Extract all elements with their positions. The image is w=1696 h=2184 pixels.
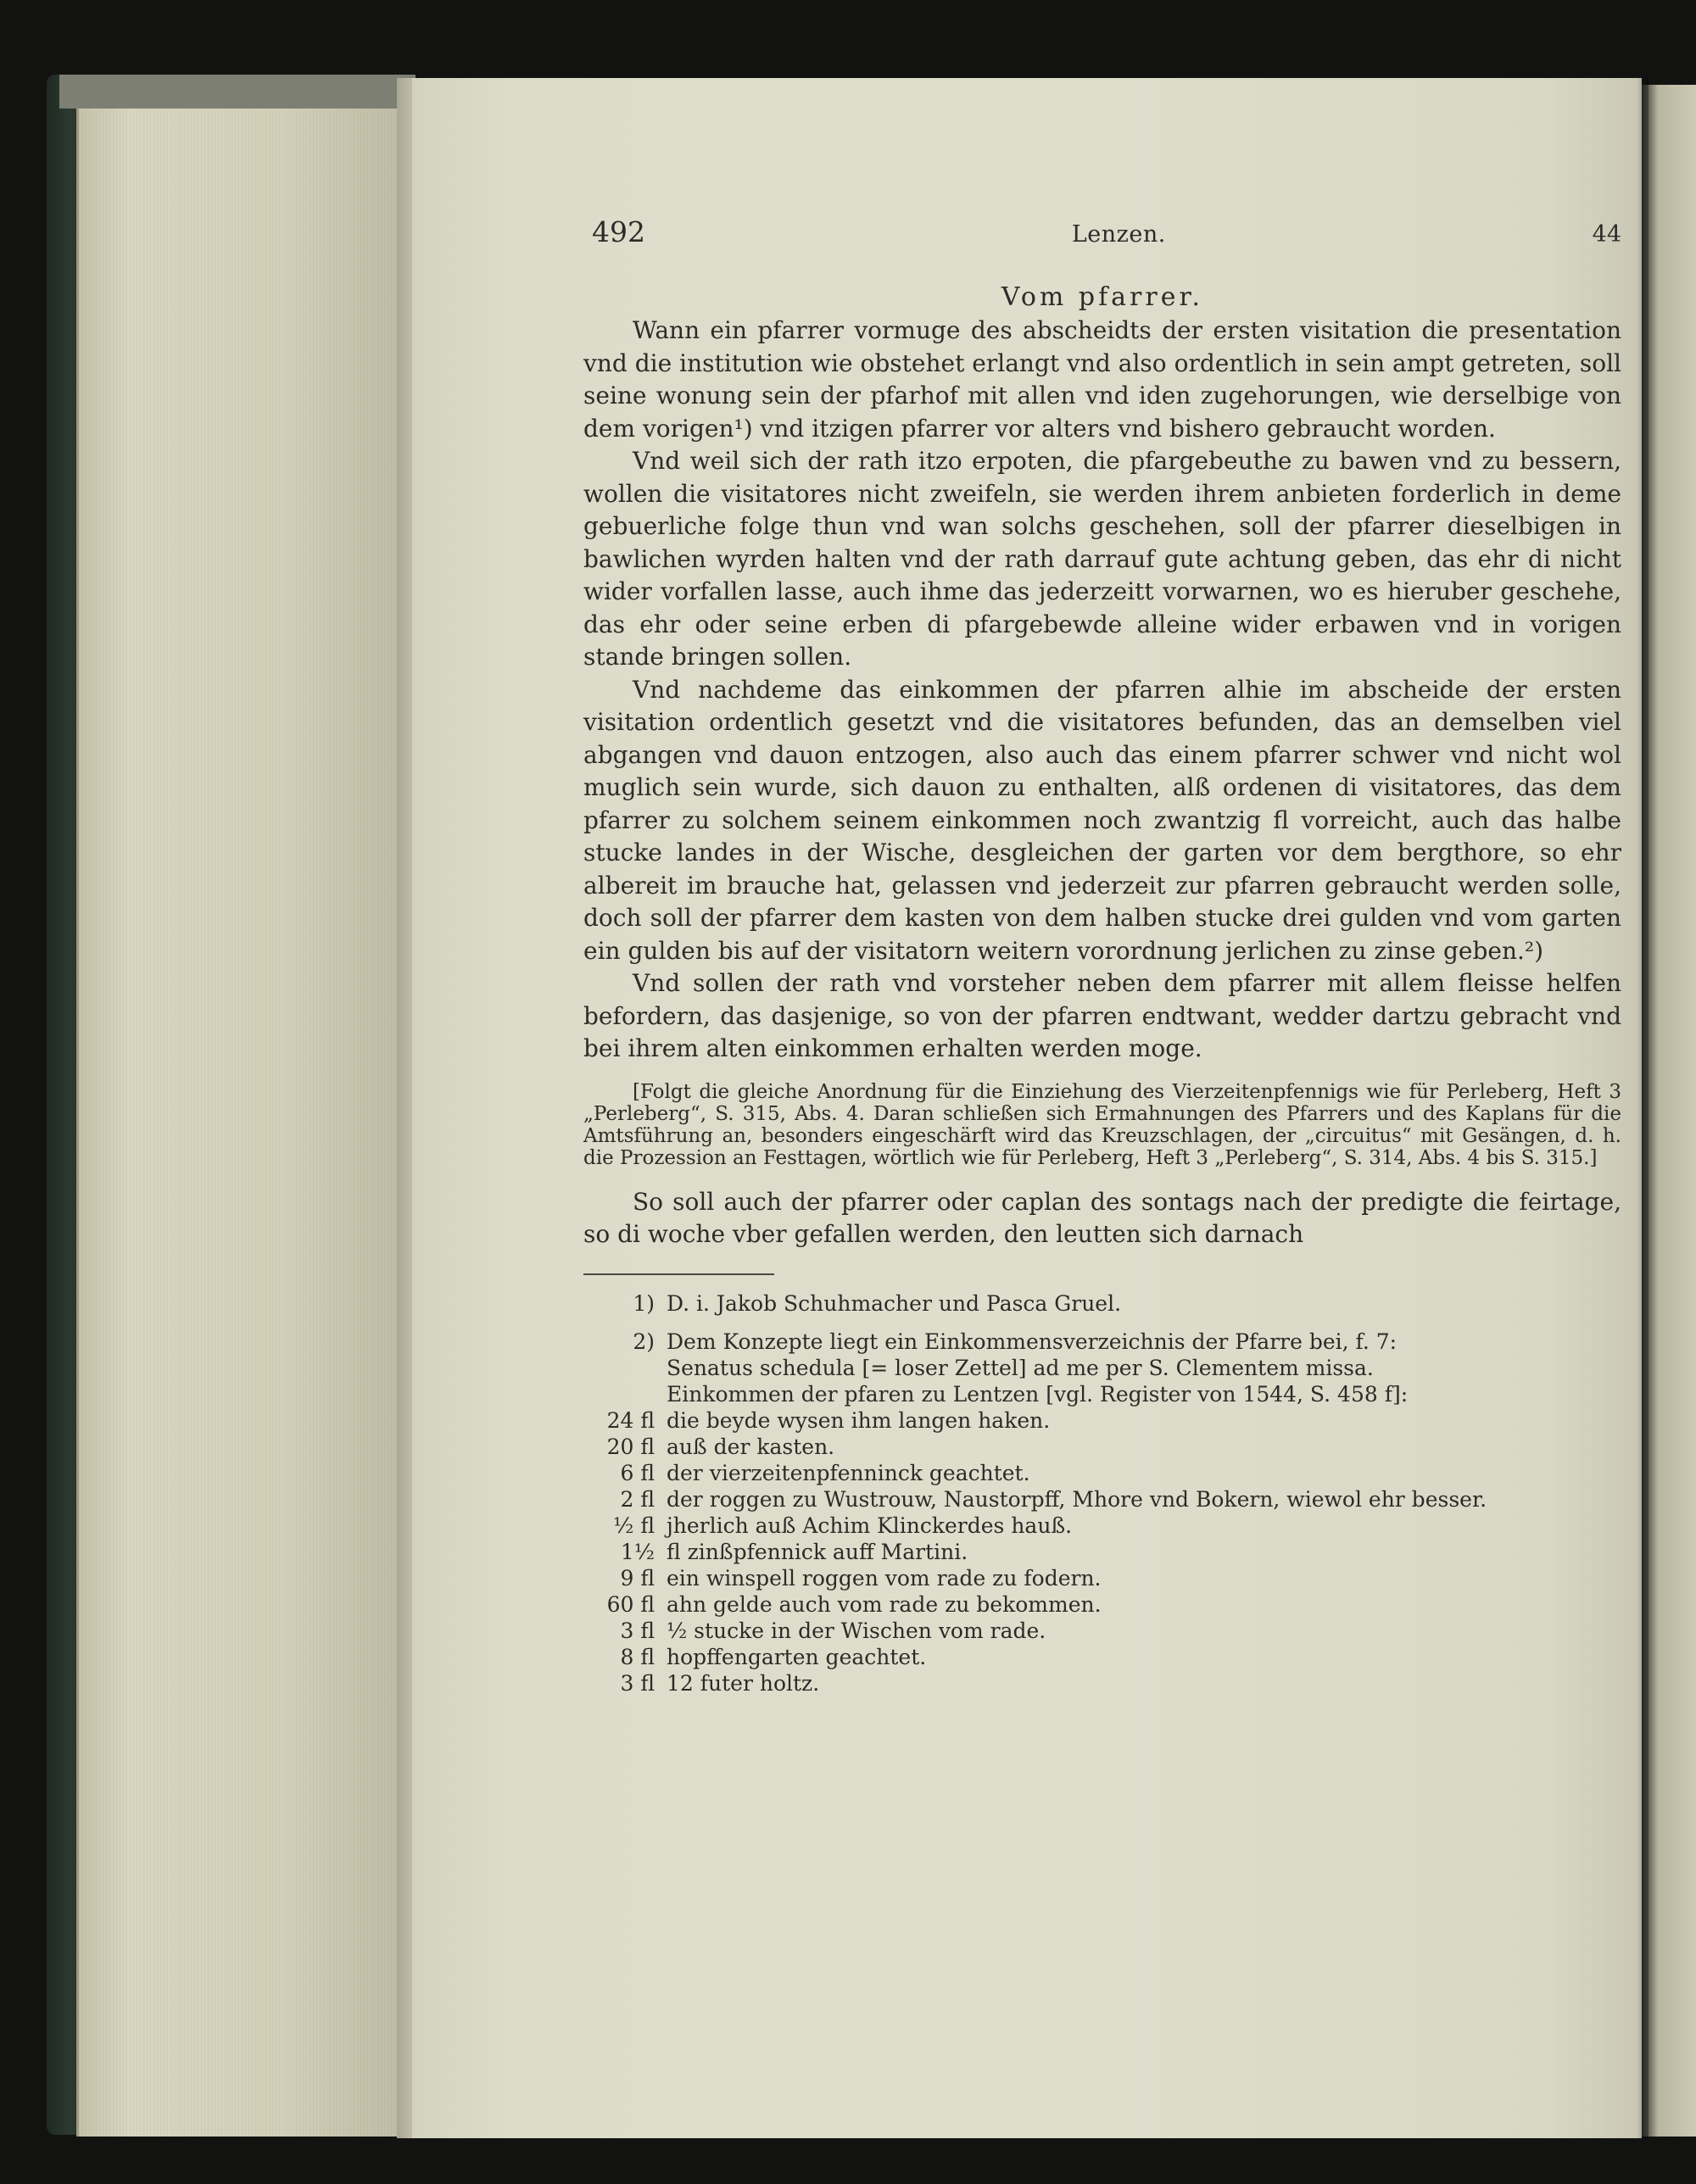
footnote-1 (583, 1290, 1621, 1317)
footnote-line: Senatus schedula [= loser Zettel] ad me per S. Clementem missa. (667, 1355, 1374, 1380)
income-item (583, 1460, 1621, 1486)
running-title: Lenzen. (1071, 221, 1166, 248)
income-item (583, 1407, 1621, 1434)
income-amount: 60 fl (606, 1591, 655, 1617)
income-item (583, 1565, 1621, 1591)
income-item (583, 1434, 1621, 1460)
income-list (583, 1407, 1621, 1696)
footnote-text: D. i. Jakob Schuhmacher und Pasca Gruel. (667, 1290, 1122, 1316)
footnote-rule (583, 1273, 774, 1275)
paragraph: Vnd weil sich der rath itzo erpoten, die pfargebeuthe zu bawen vnd zu bessern, wollen die visitatores nicht zweifeln, sie werden ihrem anbieten forderlich in deme gebuerliche folge thun vnd wan solchs geschehen, soll der pfarrer dieselbigen in bawlichen wyrden halten vnd der rath darrauf gute achtung geben, das ehr di nicht wider vorfallen lasse, auch ihme das jederzeitt vorwarnen, wo es hieruber geschehe, das ehr oder seine erben di pfargebewde alleine wider erbawen vnd in vorigen stande bringen sollen. (583, 447, 1621, 671)
income-text: die beyde wysen ihm langen haken. (667, 1407, 1051, 1433)
page-text (583, 216, 1621, 1696)
income-amount: 3 fl (620, 1670, 655, 1696)
income-amount: 3 fl (620, 1618, 655, 1643)
footnote-2 (583, 1329, 1621, 1355)
running-head (583, 216, 1621, 259)
income-item (583, 1591, 1621, 1618)
page-shadow (1637, 78, 1649, 2138)
income-text: ahn gelde auch vom rade zu bekommen. (667, 1591, 1102, 1617)
income-item (583, 1670, 1621, 1696)
income-text: fl zinßpfennick auff Martini. (667, 1539, 968, 1564)
facing-page-edge (1642, 85, 1696, 2137)
footnote-mark: 1) (633, 1290, 655, 1316)
closing-paragraph: So soll auch der pfarrer oder caplan des sontags nach der predigte die feirtage, so di woche vber gefallen werden, den leutten sich darnach (583, 1187, 1621, 1248)
paragraph: Vnd nachdeme das einkommen der pfarren alhie im abscheide der ersten visitation ordentlich gesetzt vnd die visitatores befunden, das an demselben viel abgangen vnd dauon entzogen, also auch das einem pfarrer schwer vnd nicht wol muglich sein wurde, sich dauon zu enthalten, alß ordenen di visitatores, das dem pfarrer zu solchem seinem einkommen noch zwantzig fl vorreicht, auch das halbe stucke landes in der Wische, desgleichen der garten vor dem bergthore, so ehr albereit im brauche hat, gelassen vnd jederzeit zur pfarren gebraucht werden solle, doch soll der pfarrer dem kasten von dem halben stucke drei gulden vnd vom garten ein gulden bis auf der visitatorn weitern vorordnung jerlichen zu zinse geben.²) (583, 675, 1621, 965)
editorial-note: [Folgt die gleiche Anordnung für die Einziehung des Vierzeitenpfennigs wie für Perleberg, Heft 3 „Perleberg“, S. 315, Abs. 4. Daran schließen sich Ermahnungen des Pfarrers und des Kaplans für die Amtsführung an, besonders eingeschärft wird das Kreuzschlagen, der „circuitus“ mit Gesängen, d. h. die Prozession an Festtagen, wörtlich wie für Perleberg, Heft 3 „Perleberg“, S. 314, Abs. 4 bis S. 315.] (583, 1080, 1621, 1169)
income-amount: 9 fl (620, 1565, 655, 1591)
income-amount: ½ fl (613, 1513, 655, 1538)
income-item (583, 1486, 1621, 1513)
running-head-right-mark: 44 (1592, 221, 1621, 248)
income-amount: 20 fl (606, 1434, 655, 1459)
footnote-mark: 2) (633, 1329, 655, 1354)
income-item (583, 1513, 1621, 1539)
income-amount: 8 fl (620, 1644, 655, 1669)
income-text: der vierzeitenpfenninck geachtet. (667, 1460, 1030, 1485)
income-item (583, 1539, 1621, 1565)
footnote-text: Dem Konzepte liegt ein Einkommensverzeichnis der Pfarre bei, f. 7: (667, 1329, 1398, 1354)
income-amount: 1½ (620, 1539, 655, 1564)
paragraph: Vnd sollen der rath vnd vorsteher neben dem pfarrer mit allem fleisse helfen befordern, das dasjenige, so von der pfarren endtwant, wedder dartzu gebracht vnd bei ihrem alten einkommen erhalten werden moge. (583, 969, 1621, 1062)
income-text: 12 futer holtz. (667, 1670, 820, 1696)
income-amount: 6 fl (620, 1460, 655, 1485)
footnotes (583, 1290, 1621, 1696)
income-text: der roggen zu Wustrouw, Naustorpff, Mhore vnd Bokern, wiewol ehr besser. (667, 1486, 1487, 1512)
income-text: ½ stucke in der Wischen vom rade. (667, 1618, 1046, 1643)
page-edges (76, 93, 418, 2137)
income-text: jherlich auß Achim Klinckerdes hauß. (667, 1513, 1073, 1538)
income-text: auß der kasten. (667, 1434, 835, 1459)
section-title: Vom pfarrer. (1001, 282, 1204, 312)
page-number: 492 (592, 215, 645, 248)
income-amount: 24 fl (606, 1407, 655, 1433)
income-text: hopffengarten geachtet. (667, 1644, 927, 1669)
cover-edge (59, 75, 416, 109)
paragraph: Wann ein pfarrer vormuge des abscheidts der ersten visitation die presentation vnd die institution wie obstehet erlangt vnd also ordentlich in sein ampt getreten, soll seine wonung sein der pfarhof mit allen vnd iden zugehorungen, wie derselbige von dem vorigen¹) vnd itzigen pfarrer vor alters vnd bishero gebraucht worden. (583, 316, 1621, 443)
income-item (583, 1618, 1621, 1644)
income-text: ein winspell roggen vom rade zu fodern. (667, 1565, 1102, 1591)
income-amount: 2 fl (620, 1486, 655, 1512)
income-item (583, 1644, 1621, 1670)
footnote-line: Einkommen der pfaren zu Lentzen [vgl. Register von 1544, S. 458 f]: (667, 1381, 1409, 1407)
